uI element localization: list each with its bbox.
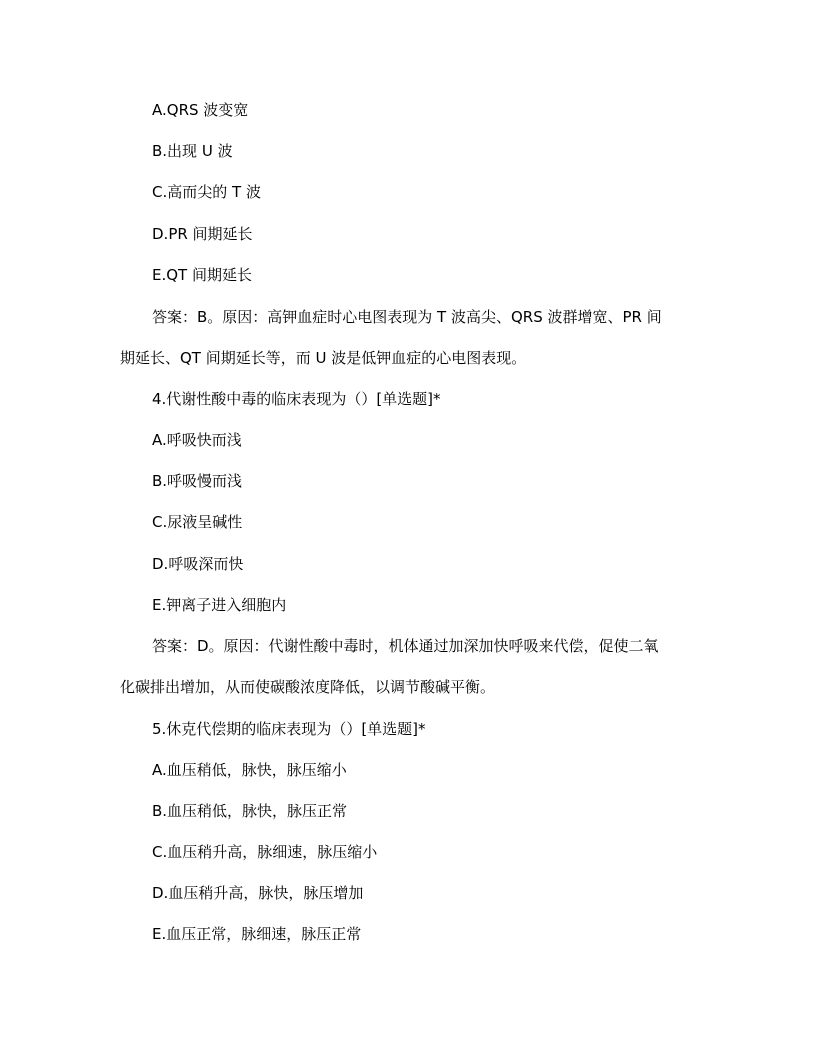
q5-option-d: D.血压稍升高，脉快，脉压增加 xyxy=(152,884,364,902)
q3-answer-line-1: 答案：B。原因：高钾血症时心电图表现为 T 波高尖、QRS 波群增宽、PR 间 xyxy=(152,308,662,326)
q5-option-b: B.血压稍低，脉快，脉压正常 xyxy=(152,802,348,820)
q3-answer-line-2: 期延长、QT 间期延长等，而 U 波是低钾血症的心电图表现。 xyxy=(120,349,527,367)
q4-option-c: C.尿液呈碱性 xyxy=(152,513,243,531)
q4-answer-line-1: 答案：D。原因：代谢性酸中毒时，机体通过加深加快呼吸来代偿，促使二氧 xyxy=(152,637,659,655)
q4-option-e: E.钾离子进入细胞内 xyxy=(152,596,287,614)
q5-option-e: E.血压正常，脉细速，脉压正常 xyxy=(152,925,362,943)
q4-option-a: A.呼吸快而浅 xyxy=(152,431,242,449)
q4-question: 4.代谢性酸中毒的临床表现为（）[单选题]* xyxy=(152,390,441,408)
q3-option-e: E.QT 间期延长 xyxy=(152,266,252,284)
q5-option-a: A.血压稍低，脉快，脉压缩小 xyxy=(152,761,347,779)
q4-answer-line-2: 化碳排出增加，从而使碳酸浓度降低，以调节酸碱平衡。 xyxy=(120,678,496,696)
q5-option-c: C.血压稍升高，脉细速，脉压缩小 xyxy=(152,843,378,861)
q3-option-c: C.高而尖的 T 波 xyxy=(152,183,261,201)
q3-option-d: D.PR 间期延长 xyxy=(152,225,253,243)
q5-question: 5.休克代偿期的临床表现为（）[单选题]* xyxy=(152,720,426,738)
q4-option-d: D.呼吸深而快 xyxy=(152,555,244,573)
q3-option-b: B.出现 U 波 xyxy=(152,142,233,160)
q3-option-a: A.QRS 波变宽 xyxy=(152,101,249,119)
q4-option-b: B.呼吸慢而浅 xyxy=(152,472,243,490)
